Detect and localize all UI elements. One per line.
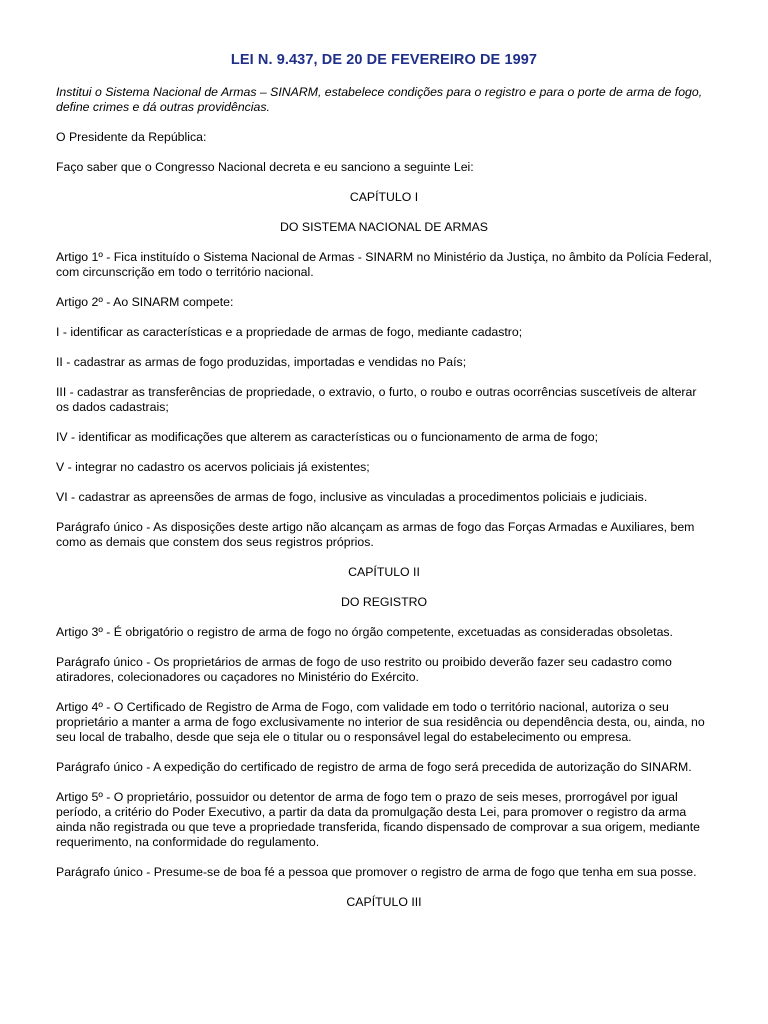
- article-2-item-ii: II - cadastrar as armas de fogo produzidas, importadas e vendidas no País;: [56, 355, 467, 369]
- article-2-item-iii: III - cadastrar as transferências de propriedade, o extravio, o furto, o roubo e outras ocorrências suscetíveis de alterar os dados cadastrais;: [56, 385, 697, 414]
- article-1: Artigo 1º - Fica instituído o Sistema Nacional de Armas - SINARM no Ministério da Justiça, no âmbito da Polícia Federal, com circunscrição em todo o território nacional.: [56, 250, 712, 279]
- article-4-paragraph: Parágrafo único - A expedição do certificado de registro de arma de fogo será precedida de autorização do SINARM.: [56, 760, 692, 774]
- article-5: Artigo 5º - O proprietário, possuidor ou detentor de arma de fogo tem o prazo de seis meses, prorrogável por igual período, a critério do Poder Executivo, a partir da data da promulgação desta Lei, para promover o registro da arma ainda não registrada ou que teve a propriedade transferida, ficando dispensado de comprovar a sua origem, mediante requerimento, na conformidade do regulamento.: [56, 790, 700, 849]
- article-2-item-iv: IV - identificar as modificações que alterem as características ou o funcionamento de arma de fogo;: [56, 430, 599, 444]
- chapter-heading: CAPÍTULO II: [348, 565, 420, 579]
- preamble-decree: Faço saber que o Congresso Nacional decreta e eu sanciono a seguinte Lei:: [56, 160, 474, 174]
- article-2-item-vi: VI - cadastrar as apreensões de armas de fogo, inclusive as vinculadas a procedimentos policiais e judiciais.: [56, 490, 648, 504]
- law-summary: Institui o Sistema Nacional de Armas – SINARM, estabelece condições para o registro e para o porte de arma de fogo, define crimes e dá outras providências.: [56, 85, 703, 114]
- article-3-paragraph: Parágrafo único - Os proprietários de armas de fogo de uso restrito ou proibido deverão fazer seu cadastro como atiradores, colecionadores ou caçadores no Ministério do Exército.: [56, 655, 672, 684]
- document-title: LEI N. 9.437, DE 20 DE FEVEREIRO DE 1997: [230, 52, 538, 68]
- article-2-item-v: V - integrar no cadastro os acervos policiais já existentes;: [56, 460, 370, 474]
- article-2-item-i: I - identificar as características e a propriedade de armas de fogo, mediante cadastro;: [56, 325, 523, 339]
- chapter-title: DO SISTEMA NACIONAL DE ARMAS: [280, 220, 488, 234]
- preamble-president: O Presidente da República:: [56, 130, 207, 144]
- chapter-title: DO REGISTRO: [340, 595, 428, 609]
- article-4: Artigo 4º - O Certificado de Registro de Arma de Fogo, com validade em todo o território nacional, autoriza o seu proprietário a manter a arma de fogo exclusivamente no interior de sua residência ou dependência desta, ou, ainda, no seu local de trabalho, desde que seja ele o titular ou o responsável legal do estabelecimento ou empresa.: [56, 700, 705, 744]
- article-5-paragraph: Parágrafo único - Presume-se de boa fé a pessoa que promover o registro de arma de fogo que tenha em sua posse.: [56, 865, 697, 879]
- article-3: Artigo 3º - É obrigatório o registro de arma de fogo no órgão competente, excetuadas as consideradas obsoletas.: [56, 625, 673, 639]
- article-2-paragraph: Parágrafo único - As disposições deste artigo não alcançam as armas de fogo das Forças Armadas e Auxiliares, bem como as demais que constem dos seus registros próprios.: [56, 520, 695, 549]
- chapter-heading: CAPÍTULO III: [346, 895, 422, 909]
- article-2: Artigo 2º - Ao SINARM compete:: [56, 295, 234, 309]
- chapter-heading: CAPÍTULO I: [349, 190, 419, 204]
